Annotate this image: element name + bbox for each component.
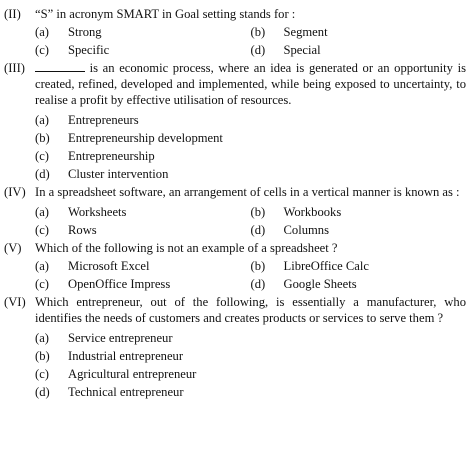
question-2 bbox=[4, 6, 466, 59]
option-text: Microsoft Excel bbox=[68, 259, 150, 273]
option-text: Specific bbox=[68, 43, 110, 57]
option-letter: (a) bbox=[35, 25, 49, 39]
option-letter: (d) bbox=[35, 385, 50, 399]
option-text: Service entrepreneur bbox=[68, 331, 173, 345]
option-letter: (c) bbox=[35, 149, 49, 163]
question-text bbox=[35, 60, 466, 108]
option-d bbox=[251, 276, 467, 292]
options bbox=[35, 111, 466, 183]
option-letter: (a) bbox=[35, 205, 49, 219]
option-letter: (b) bbox=[250, 25, 266, 39]
option-letter: (b) bbox=[250, 259, 266, 273]
option-c bbox=[35, 366, 435, 382]
option-d bbox=[251, 222, 467, 238]
option-text: Workbooks bbox=[283, 205, 342, 219]
option-text: Worksheets bbox=[68, 205, 127, 219]
option-d bbox=[35, 166, 435, 182]
question-3 bbox=[4, 60, 466, 183]
option-c bbox=[35, 42, 251, 58]
option-text: OpenOffice Impress bbox=[68, 277, 171, 291]
option-a bbox=[35, 112, 435, 128]
options bbox=[35, 203, 466, 239]
option-text: Google Sheets bbox=[283, 277, 357, 291]
question-text-body: is an economic process, where an idea is generated or an opportunity is created, refined, developed and implemented, while being exposed to uncertainty, to realise a profit by effective utilisation of resources. bbox=[35, 61, 466, 107]
options bbox=[35, 257, 466, 293]
option-text: Technical entrepreneur bbox=[68, 385, 184, 399]
option-text: Columns bbox=[283, 223, 329, 237]
option-b bbox=[35, 348, 435, 364]
question-5 bbox=[4, 240, 466, 293]
option-text: Entrepreneurs bbox=[68, 113, 139, 127]
option-letter: (d) bbox=[250, 277, 266, 291]
option-text: Cluster intervention bbox=[68, 167, 169, 181]
option-text: Strong bbox=[68, 25, 102, 39]
question-number: (III) bbox=[4, 61, 25, 75]
option-text: Segment bbox=[283, 25, 328, 39]
question-number: (IV) bbox=[4, 185, 26, 199]
option-text: LibreOffice Calc bbox=[283, 259, 369, 273]
question-text: In a spreadsheet software, an arrangement of cells in a vertical manner is known as : bbox=[35, 185, 460, 199]
question-4 bbox=[4, 184, 466, 239]
option-text: Special bbox=[283, 43, 321, 57]
option-b bbox=[251, 24, 467, 40]
question-text: “S” in acronym SMART in Goal setting stands for : bbox=[35, 7, 296, 21]
option-a bbox=[35, 204, 251, 220]
option-text: Entrepreneurship bbox=[68, 149, 155, 163]
option-text: Entrepreneurship development bbox=[68, 131, 223, 145]
option-letter: (c) bbox=[35, 223, 49, 237]
option-letter: (a) bbox=[35, 259, 49, 273]
option-text: Rows bbox=[68, 223, 97, 237]
question-text: Which entrepreneur, out of the following, is essentially a manufacturer, who identifies the needs of customers and creates products or services to serve them ? bbox=[35, 295, 466, 325]
option-letter: (b) bbox=[250, 205, 266, 219]
option-d bbox=[35, 384, 435, 400]
answer-blank bbox=[35, 61, 85, 72]
option-letter: (a) bbox=[35, 331, 49, 345]
option-letter: (d) bbox=[35, 167, 50, 181]
option-a bbox=[35, 258, 251, 274]
option-letter: (c) bbox=[35, 277, 49, 291]
option-text: Industrial entrepreneur bbox=[68, 349, 184, 363]
option-c bbox=[35, 222, 251, 238]
option-b bbox=[251, 204, 467, 220]
options bbox=[35, 329, 466, 401]
option-b bbox=[251, 258, 467, 274]
option-b bbox=[35, 130, 435, 146]
option-a bbox=[35, 330, 435, 346]
question-number: (V) bbox=[4, 241, 22, 255]
option-letter: (d) bbox=[250, 43, 266, 57]
question-number: (VI) bbox=[4, 295, 26, 309]
question-sheet bbox=[4, 6, 466, 401]
option-c bbox=[35, 276, 251, 292]
option-letter: (d) bbox=[250, 223, 266, 237]
option-a bbox=[35, 24, 251, 40]
option-d bbox=[251, 42, 467, 58]
option-letter: (c) bbox=[35, 367, 49, 381]
option-c bbox=[35, 148, 435, 164]
question-number: (II) bbox=[4, 7, 21, 21]
question-6 bbox=[4, 294, 466, 401]
option-letter: (c) bbox=[35, 43, 49, 57]
options bbox=[35, 23, 466, 59]
question-text: Which of the following is not an example of a spreadsheet ? bbox=[35, 241, 338, 255]
option-text: Agricultural entrepreneur bbox=[68, 367, 197, 381]
option-letter: (b) bbox=[35, 131, 50, 145]
option-letter: (a) bbox=[35, 113, 49, 127]
option-letter: (b) bbox=[35, 349, 50, 363]
